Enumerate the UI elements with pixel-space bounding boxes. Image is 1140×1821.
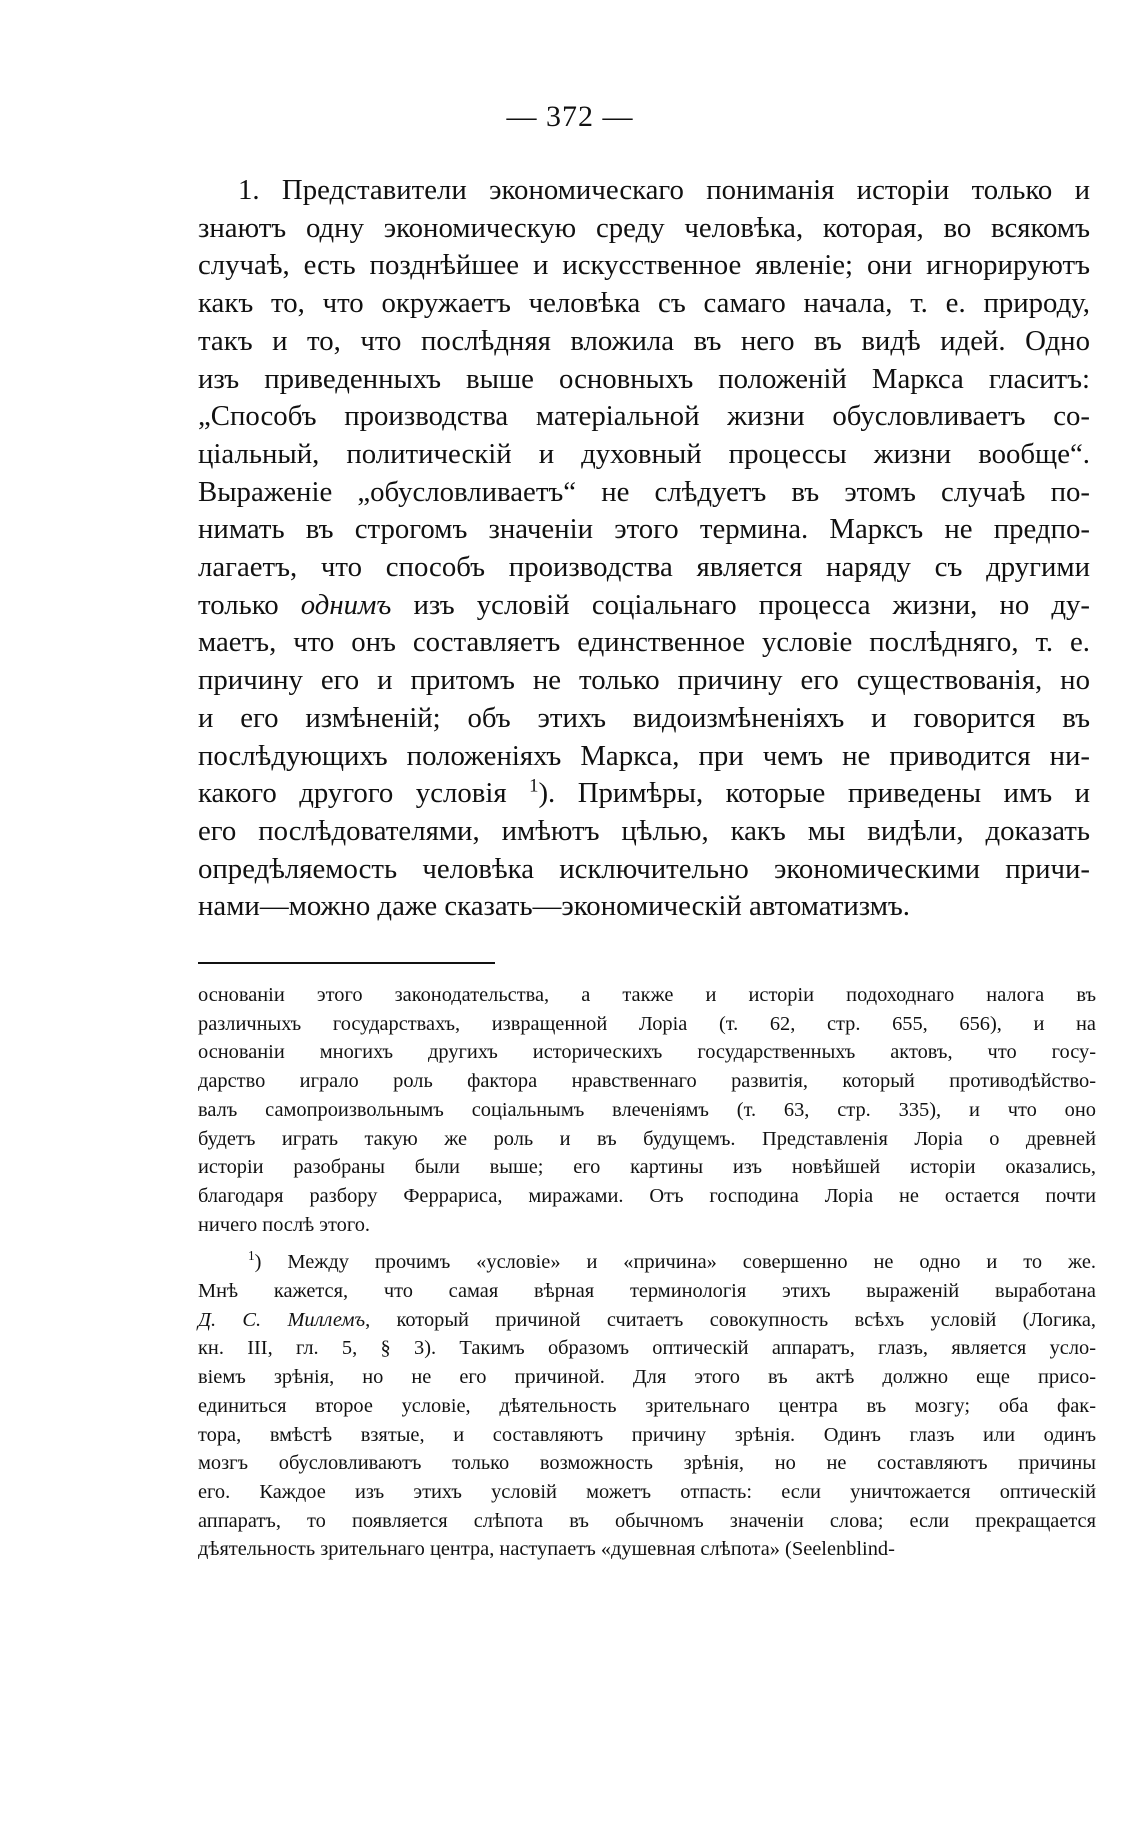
text-fragment: ). Примѣры, которые приведены имъ и xyxy=(538,777,1090,810)
text-line: его послѣдователями, имѣютъ цѣлью, какъ мы видѣли, доказать xyxy=(198,814,1090,847)
footnote-line: благодаря разбору Феррариса, миражами. Отъ господина Лоріа не остается почти xyxy=(198,1184,1096,1207)
footnote-line: дарство играло роль фактора нравственнаго развитія, который противодѣйство- xyxy=(198,1070,1096,1093)
footnote-line: аппаратъ, то появляется слѣпота въ обычномъ значеніи слова; если прекращается xyxy=(198,1509,1096,1532)
text-fragment: только xyxy=(198,588,279,621)
page-number: — 372 — xyxy=(506,100,634,133)
text-line: „Способъ производства матеріальной жизни обусловливаетъ со- xyxy=(198,400,1090,433)
footnote-line: мозгъ обусловливаютъ только возможность зрѣнія, но не составляютъ причины xyxy=(198,1452,1096,1475)
footnote-divider xyxy=(198,962,495,964)
footnote-line: его. Каждое изъ этихъ условій можетъ отпасть: если уничтожается оптическій xyxy=(198,1480,1096,1503)
footnote-line: тора, вмѣстѣ взятые, и составляютъ причину зрѣнія. Одинъ глазъ или одинъ xyxy=(198,1423,1096,1446)
emphasis-word: однимъ xyxy=(300,588,392,621)
text-line: ціальный, политическій и духовный процессы жизни вообще“. xyxy=(198,437,1090,470)
text-line: Выраженіе „обусловливаетъ“ не слѣдуетъ въ этомъ случаѣ по- xyxy=(198,475,1090,508)
footnote-marker: 1 xyxy=(248,1248,255,1264)
footnote-line: будетъ играть такую же роль и въ будущемъ. Представленія Лоріа о древней xyxy=(198,1127,1096,1150)
main-text xyxy=(198,172,1090,926)
footnote-line: различныхъ государствахъ, извращенной Лоріа (т. 62, стр. 655, 656), и на xyxy=(198,1012,1096,1035)
footnote-line: Д. С. Миллемъ, который причиной считаетъ совокупность всѣхъ условій (Логика, xyxy=(198,1308,1096,1331)
text-line: маетъ, что онъ составляетъ единственное условіе послѣдняго, т. е. xyxy=(198,626,1090,659)
footnote-line: основаніи многихъ другихъ историческихъ государственныхъ актовъ, что госу- xyxy=(198,1041,1096,1064)
text-line: знаютъ одну экономическую среду человѣка, которая, во всякомъ xyxy=(198,211,1090,244)
footnote-line: исторіи разобраны были выше; его картины изъ новѣйшей исторіи оказались, xyxy=(198,1156,1096,1179)
footnote-line: единиться второе условіе, дѣятельность зрительнаго центра въ мозгу; оба фак- xyxy=(198,1394,1096,1417)
footnotes xyxy=(198,981,1096,1564)
text-line xyxy=(198,587,1090,625)
footnote-line: дѣятельность зрительнаго центра, наступаетъ «душевная слѣпота» (Seelenblind- xyxy=(198,1538,895,1561)
footnote-line: $^1$) Между прочимъ «условіе» и «причина» совершенно не одно и то же. xyxy=(248,1248,1096,1274)
footnote-line: валъ самопроизвольнымъ соціальнымъ влеченіямъ (т. 63, стр. 335), и что оно xyxy=(198,1098,1096,1121)
footnote-line: Мнѣ кажется, что самая вѣрная терминологія этихъ выраженій выработана xyxy=(198,1280,1096,1303)
footnote-line: кн. III, гл. 5, § 3). Такимъ образомъ оптическій аппаратъ, глазъ, является усло- xyxy=(198,1337,1096,1360)
footnote-ref: 1 xyxy=(529,775,539,797)
text-fragment: какого другого условія xyxy=(198,777,507,810)
footnote-line: віемъ зрѣнія, но не его причиной. Для этого въ актѣ должно еще присо- xyxy=(198,1366,1096,1389)
text-line: нами—можно даже сказать—экономическій автоматизмъ. xyxy=(198,890,911,923)
text-line: такъ и то, что послѣдняя вложила въ него въ видѣ идей. Одно xyxy=(198,324,1090,357)
text-line: послѣдующихъ положеніяхъ Маркса, при чемъ не приводится ни- xyxy=(198,739,1090,772)
text-line: 1. Представители экономическаго пониманія исторіи только и xyxy=(238,174,1090,206)
footnote-line: ничего послѣ этого. xyxy=(198,1213,371,1236)
text-line: и его измѣненій; объ этихъ видоизмѣненіяхъ и говорится въ xyxy=(198,701,1090,734)
text-line: какъ то, что окружаетъ человѣка съ самаго начала, т. е. природу, xyxy=(198,287,1090,320)
text-line: случаѣ, есть позднѣйшее и искусственное явленіе; они игнорируютъ xyxy=(198,249,1090,282)
text-line: опредѣляемость человѣка исключительно экономическими причи- xyxy=(198,852,1090,885)
text-line xyxy=(198,775,1090,813)
text-line: изъ приведенныхъ выше основныхъ положеній Маркса гласитъ: xyxy=(198,362,1090,395)
footnote-1 xyxy=(198,1248,1096,1564)
footnote-line: основаніи этого законодательства, а также и исторіи подоходнаго налога въ xyxy=(198,984,1096,1006)
text-line: лагаетъ, что способъ производства является наряду съ другими xyxy=(198,551,1090,584)
author-name: Д. С. Миллемъ xyxy=(198,1308,366,1331)
footnote-continuation xyxy=(198,981,1096,1239)
text-line: нимать въ строгомъ значеніи этого термина. Марксъ не предпо- xyxy=(198,513,1090,546)
text-fragment: изъ условій соціальнаго процесса жизни, но ду- xyxy=(391,588,1090,621)
text-line: причину его и притомъ не только причину его существованія, но xyxy=(198,664,1090,697)
